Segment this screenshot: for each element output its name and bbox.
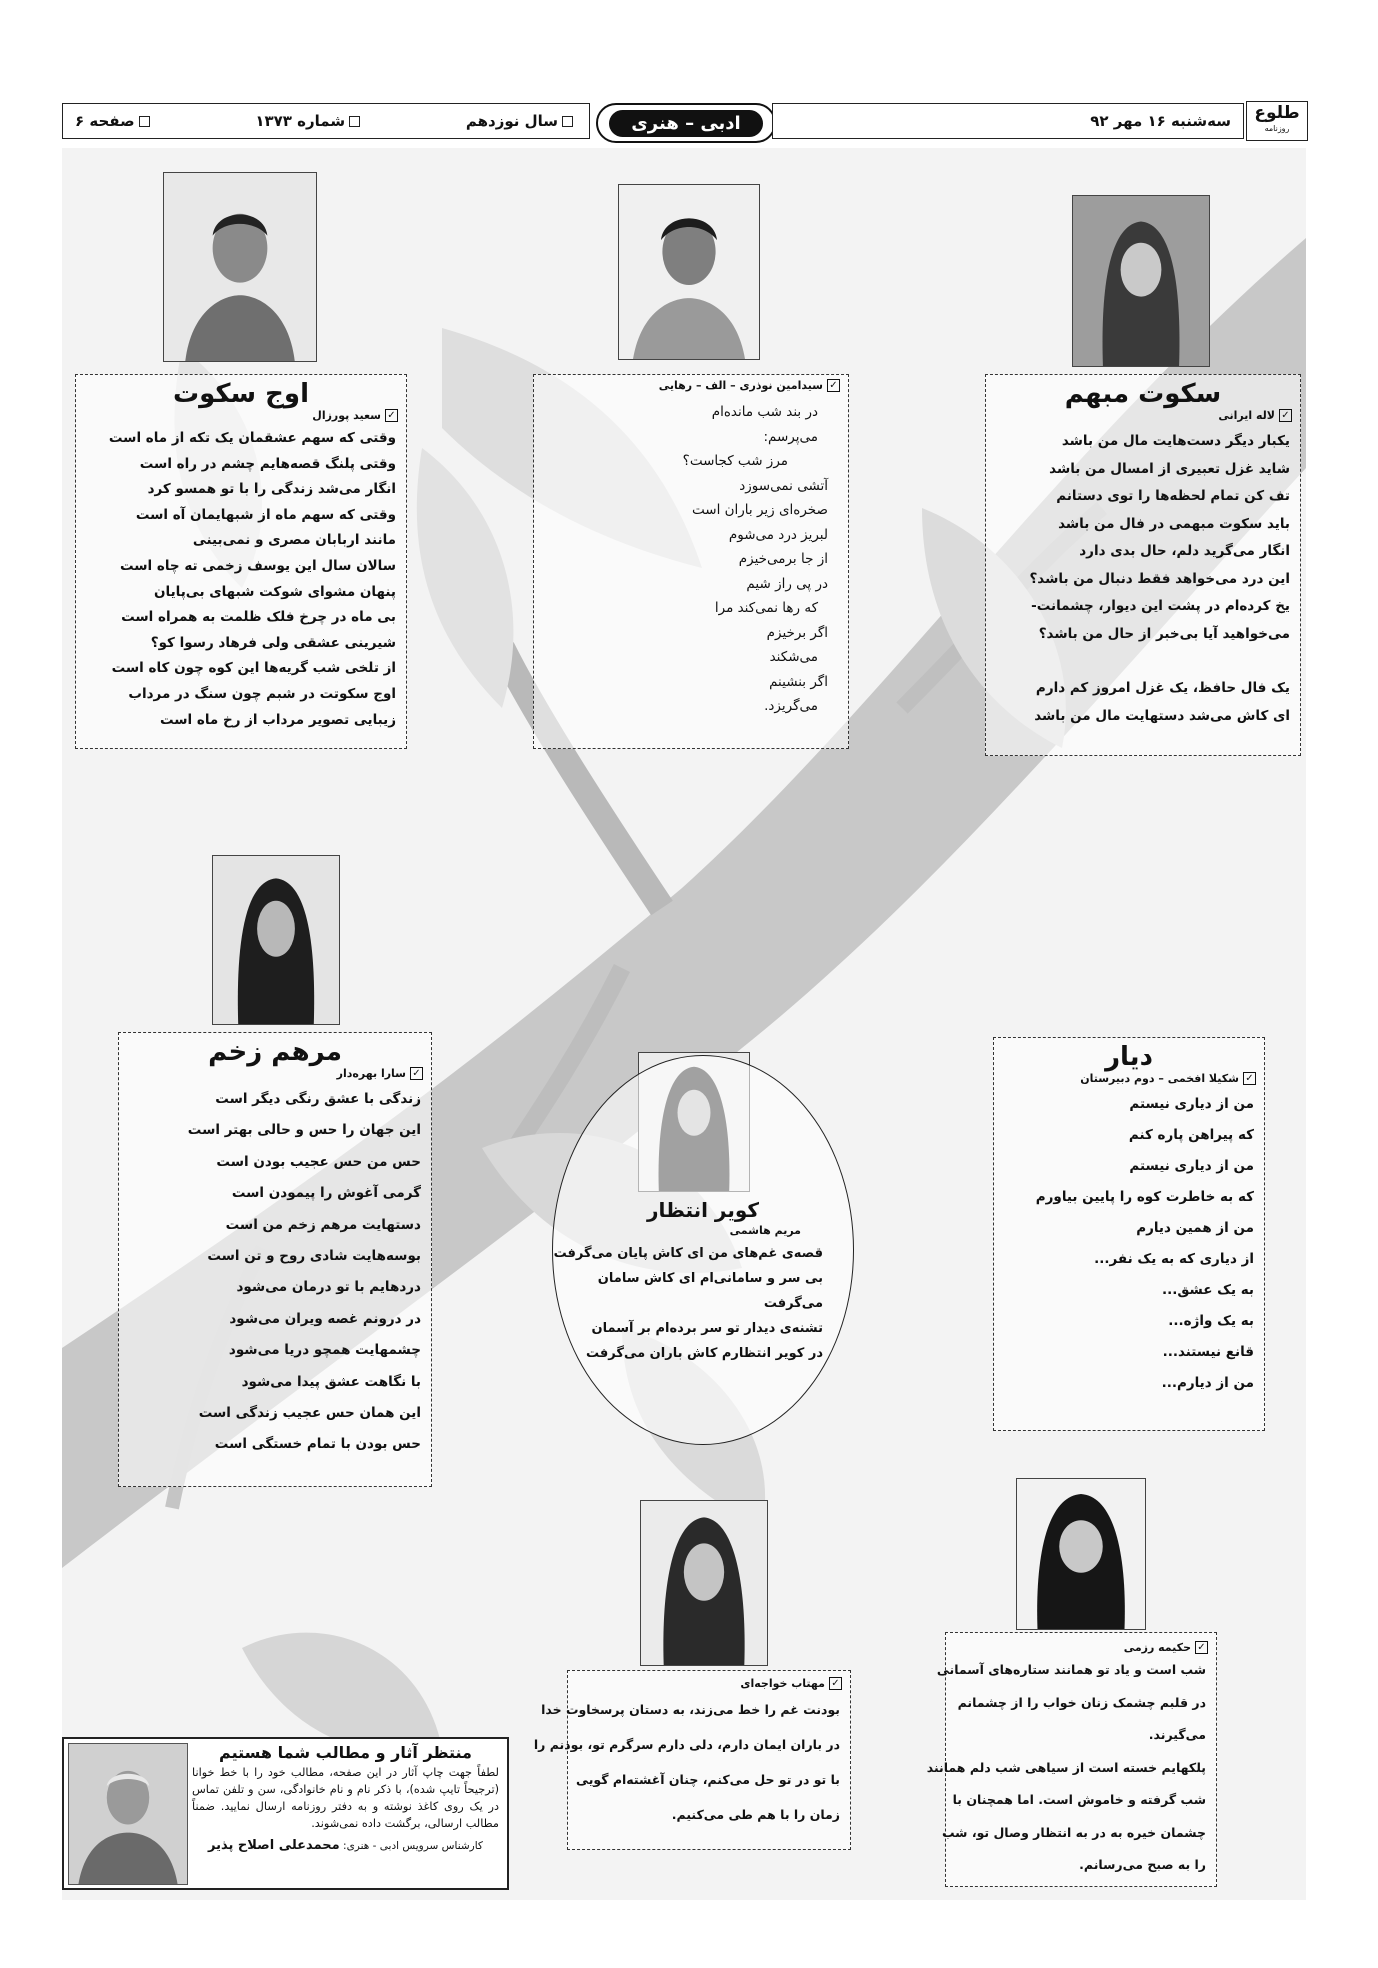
- poem-box-mahtab: [533, 1670, 851, 1850]
- poem-box-marham-zakhm: [118, 1032, 432, 1487]
- checkbox-icon: ✓: [1195, 1641, 1208, 1654]
- poem-author: ✓ شکیلا افخمی – دوم دبیرستان: [994, 1072, 1264, 1085]
- editor-photo: [68, 1743, 188, 1885]
- poem-title: مرهم زخم: [208, 1037, 342, 1067]
- poem-lines: یکبار دیگر دست‌هایت مال من باشد شاید غزل تعبیری از امسال من باشد تف کن تمام لحظه‌ها را توی دستانم باید سکوت مبهمی در فال من باشد انگار می‌گرید دلم، حال بدی دارد این درد می‌خواهد فقط دنبال من باشد؟ یخ کرده‌ام در پشت این دیوار، چشمانت- می‌خواهید آیا بی‌خبر از حال من باشد؟ یک فال حافظ، یک غزل امروز کم دارم ای کاش می‌شد دستهایت مال من باشد: [1029, 433, 1290, 724]
- poem-box-diar: [993, 1037, 1265, 1431]
- header-left-box: [62, 103, 590, 139]
- poem-author: ✓ سعید پورزال: [76, 409, 406, 422]
- square-bullet-icon: [349, 116, 360, 127]
- square-bullet-icon: [139, 116, 150, 127]
- poem-lines: در بند شب مانده‌ام می‌پرسم: مرز شب کجاست؟ آتشی نمی‌سوزد صخره‌ای زیر باران است لبریز درد می‌شوم از جا برمی‌خیزم در پی راز شیم که رها نمی‌کند مرا اگر برخیزم می‌شکند اگر بنشینم می‌گریزد.: [682, 404, 828, 714]
- author-photo-1: [163, 172, 317, 362]
- poem-lines: من از دیاری نیستم که پیراهن پاره کنم من از دیاری نیستم که به خاطرت کوه را پایین بیاورم من از همین دیارم از دیاری که به یک نفر... به یک عشق... به یک واژه... قانع نیستند... من از دیارم...: [1035, 1096, 1254, 1391]
- checkbox-icon: ✓: [829, 1677, 842, 1690]
- checkbox-icon: ✓: [827, 379, 840, 392]
- poem-lines: وقتی که سهم عشقمان یک تکه از ماه است وقتی پلنگ قصه‌هایم چشم در راه است انگار می‌شد زندگی را با تو همسو کرد وقتی که سهم ماه از شبهایمان آه است مانند اربابان مصری و نمی‌بینی سالان سال این یوسف زخمی ته چاه است پنهان مشوای شوکت شبهای بی‌پایان بی ماه در چرخ فلک ظلمت به همراه است شیرینی عشقی ولی فرهاد رسوا کو؟ از تلخی شب گریه‌ها این کوه چون کاه است اوج سکوتت در شبم چون سنگ در مرداب زیبایی تصویر مرداب از رخ ماه است: [108, 430, 396, 728]
- checkbox-icon: ✓: [385, 409, 398, 422]
- header-right-box: [772, 103, 1244, 139]
- poem-box-hakimeh: [926, 1632, 1217, 1887]
- poem-lines: بودنت غم را خط می‌زند، به دستان پرسخاوت خدا در باران ایمان دارم، دلی دارم سرگرم تو، بودنم را با تو در تو حل می‌کنم، چنان آغشته‌ام گویی زمان را با هم طی می‌کنیم.: [533, 1702, 840, 1822]
- poem-author: ✓ مهتاب خواجه‌ای: [568, 1671, 850, 1690]
- author-photo-3: [1072, 195, 1210, 367]
- section-pill: [596, 103, 776, 143]
- poem-lines: قصه‌ی غم‌های من ای کاش پایان می‌گرفت بی سر و سامانی‌ام ای کاش سامان می‌گرفت تشنه‌ی دیدار تو سر برده‌ام بر آسمان در کویر انتظارم کاش باران می‌گرفت: [553, 1246, 823, 1361]
- ad-signature: کارشناس سرویس ادبی - هنری: محمدعلی اصلاح پذیر: [208, 1838, 483, 1853]
- section-title: ادبی – هنری: [609, 110, 762, 137]
- poem-lines: شب است و یاد تو همانند ستاره‌های آسمانی در قلبم چشمک زنان خواب را از چشمانم می‌گیرند. پلکهایم خسته است از سیاهی شب دلم همانند شب گرفته و خاموش است. اما همچنان با چشمان خیره به در به انتظار وصال تو، شب را به صبح می‌رسانم.: [926, 1662, 1206, 1872]
- checkbox-icon: ✓: [1243, 1072, 1256, 1085]
- poem-title: دیار: [1105, 1042, 1153, 1072]
- poem-author: ✓ حکیمه رزمی: [946, 1633, 1216, 1654]
- issue-label: شماره ۱۳۷۳: [255, 112, 364, 130]
- poem-author: ✓ سیدامین نوذری – الف – رهایی: [534, 375, 848, 392]
- issue-date: سه‌شنبه ۱۶ مهر ۹۲: [1090, 112, 1231, 130]
- author-photo-4: [212, 855, 340, 1025]
- logo-subtitle: روزنامه: [1264, 124, 1290, 133]
- author-photo-7: [1016, 1478, 1146, 1630]
- checkbox-icon: ✓: [410, 1067, 423, 1080]
- year-label: سال نوزدهم: [466, 112, 577, 130]
- poem-oval-kavir-entezar: [552, 1055, 854, 1445]
- poem-box-sokoot-mobham: [985, 374, 1301, 756]
- call-for-submissions-box: [62, 1737, 509, 1890]
- poem-lines: زندگی با عشق رنگی دیگر است این جهان را حس و حالی بهتر است حس من حس عجیب بودن است گرمی آغوش را پیمودن است دستهایت مرهم زخم من است بوسه‌هایت شادی روح و تن است دردهایم با تو درمان می‌شود در درونم غصه ویران می‌شود چشمهایت همچو دریا می‌شود با نگاهت عشق پیدا می‌شود این همان حس عجیب زندگی است حس بودن با تمام خستگی است: [187, 1091, 421, 1453]
- author-photo-6: [640, 1500, 768, 1666]
- checkbox-icon: ✓: [1279, 409, 1292, 422]
- poem-box-noozari: [533, 374, 849, 749]
- poem-title: کویر انتظار: [646, 1198, 760, 1222]
- page-label: صفحه ۶: [75, 112, 154, 130]
- ad-body: لطفاً جهت چاپ آثار در این صفحه، مطالب خود را با خط خوانا (ترجیحاً تایپ شده)، با ذکر نام و نام خانوادگی، سن و تلفن تماس در یک روی کاغذ نوشته و به دفتر روزنامه ارسال نمایید. ضمناً مطالب ارسالی، برگشت داده نمی‌شوند.: [192, 1766, 499, 1830]
- author-photo-2: [618, 184, 760, 360]
- poem-author: ✓ لاله ایرانی: [986, 409, 1300, 422]
- ad-title: منتظر آثار و مطالب شما هستیم: [219, 1743, 472, 1762]
- newspaper-logo: [1246, 101, 1308, 141]
- poem-box-owj-sokoot: [75, 374, 407, 749]
- square-bullet-icon: [562, 116, 573, 127]
- poem-author: ✓ سارا بهره‌دار: [119, 1067, 431, 1080]
- logo-text: طلوع: [1254, 103, 1300, 123]
- poem-title: اوج سکوت: [173, 379, 309, 409]
- poem-author: مریم هاشمی: [729, 1224, 801, 1237]
- poem-title: سکوت مبهم: [1064, 379, 1222, 409]
